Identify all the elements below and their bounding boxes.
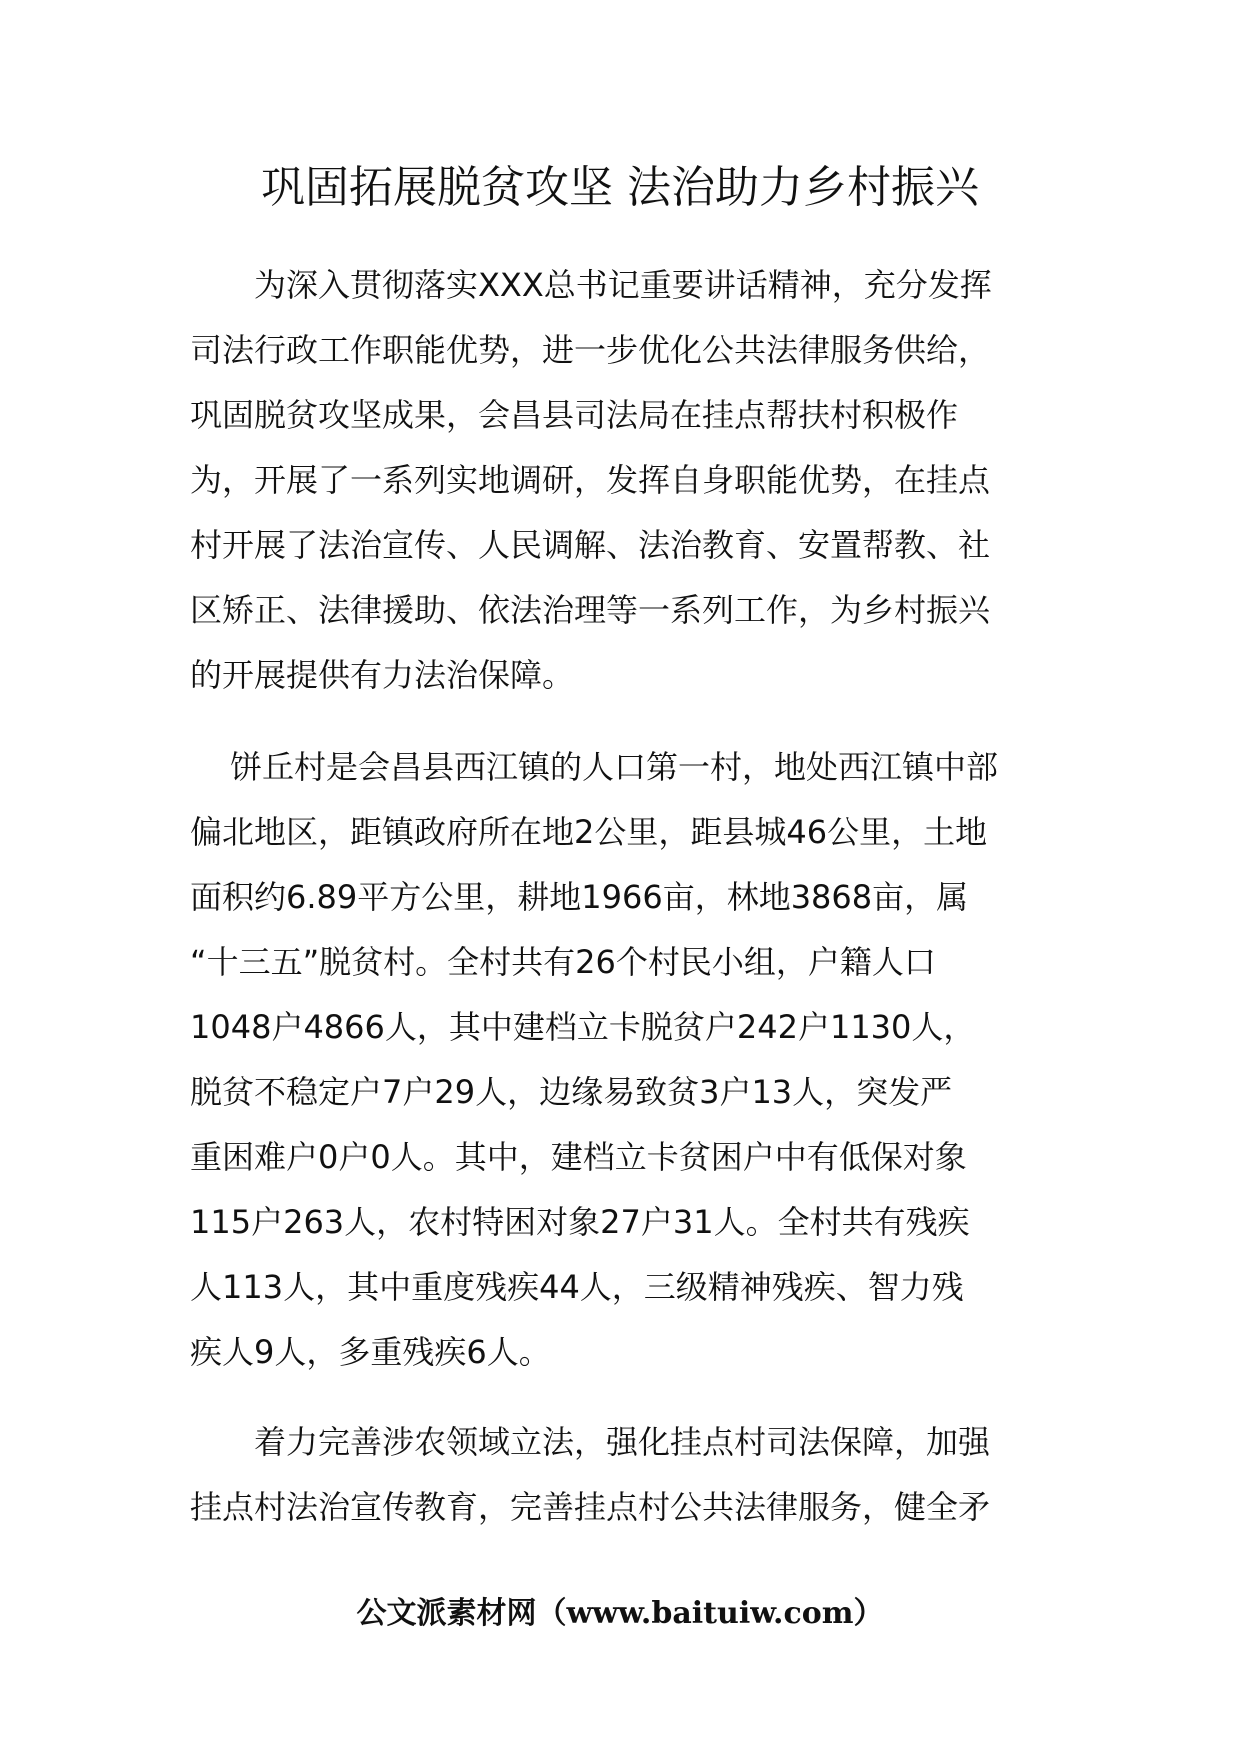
footer-watermark: 公文派素材网（www.baituiw.com）	[356, 1596, 884, 1631]
text-line: 的开展提供有力法治保障。	[190, 656, 575, 694]
text-line: “十三五”脱贫村。全村共有26个村民小组，户籍人口	[190, 943, 936, 981]
text-line: 人113人，其中重度残疾44人，三级精神残疾、智力残	[190, 1268, 964, 1306]
text-line: 挂点村法治宣传教育，完善挂点村公共法律服务，健全矛	[190, 1488, 991, 1526]
text-line: 司法行政工作职能优势，进一步优化公共法律服务供给，	[190, 331, 991, 369]
text-line: 面积约6.89平方公里，耕地1966亩，林地3868亩，属	[190, 878, 969, 916]
document-title: 巩固拓展脱贫攻坚 法治助力乡村振兴	[261, 162, 979, 213]
text-line: 脱贫不稳定户7户29人，边缘易致贫3户13人，突发严	[190, 1073, 953, 1111]
paragraph-village-profile	[190, 735, 1070, 1385]
text-line: 为，开展了一系列实地调研，发挥自身职能优势，在挂点	[190, 461, 991, 499]
text-line: 饼丘村是会昌县西江镇的人口第一村，地处西江镇中部	[230, 748, 999, 786]
text-line: 1048户4866人，其中建档立卡脱贫户242户1130人，	[190, 1008, 976, 1046]
text-line: 为深入贯彻落实XXX总书记重要讲话精神，充分发挥	[254, 266, 992, 304]
text-line: 巩固脱贫攻坚成果，会昌县司法局在挂点帮扶村积极作	[190, 396, 959, 434]
text-line: 村开展了法治宣传、人民调解、法治教育、安置帮教、社	[190, 526, 991, 564]
text-line: 疾人9人，多重残疾6人。	[190, 1333, 551, 1371]
text-line: 重困难户0户0人。其中，建档立卡贫困户中有低保对象	[190, 1138, 967, 1176]
paragraph-legislation	[190, 1410, 1070, 1540]
text-line: 115户263人，农村特困对象27户31人。全村共有残疾	[190, 1203, 970, 1241]
text-line: 偏北地区，距镇政府所在地2公里，距县城46公里，土地	[190, 813, 988, 851]
text-line: 着力完善涉农领域立法，强化挂点村司法保障，加强	[254, 1423, 991, 1461]
paragraph-intro	[190, 253, 1070, 708]
text-line: 区矫正、法律援助、依法治理等一系列工作，为乡村振兴	[190, 591, 991, 629]
